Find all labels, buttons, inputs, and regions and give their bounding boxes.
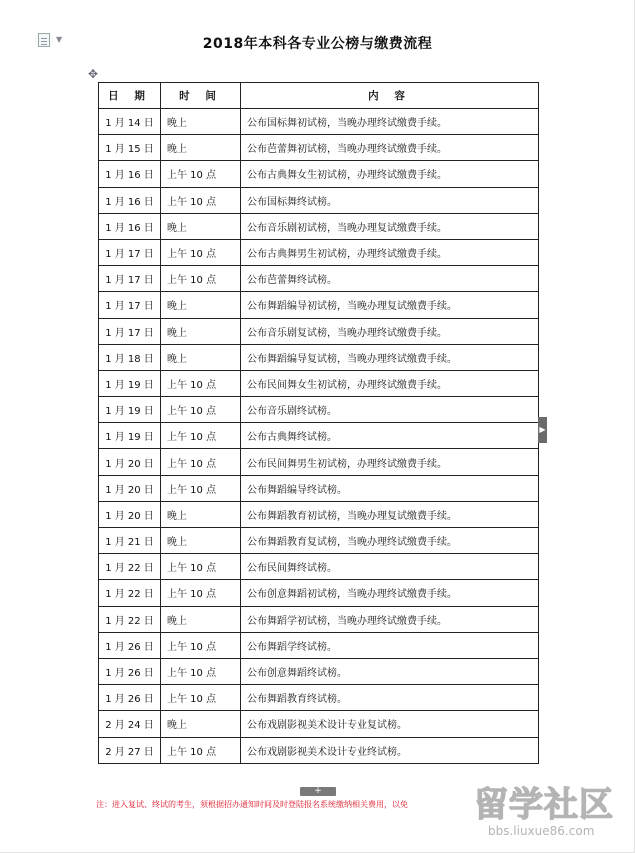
row-content: 公布古典舞男生初试榜，办理终试缴费手续。: [241, 239, 539, 265]
row-date: 1 月 18 日: [99, 344, 161, 370]
row-date: 1 月 17 日: [99, 318, 161, 344]
table-row: [99, 711, 539, 737]
row-content: 公布芭蕾舞终试榜。: [241, 266, 539, 292]
table-row: [99, 685, 539, 711]
table-row: [99, 528, 539, 554]
row-content: 公布舞蹈学终试榜。: [241, 632, 539, 658]
row-date: 1 月 17 日: [99, 239, 161, 265]
table-row: [99, 606, 539, 632]
row-time: 晚上: [161, 135, 241, 161]
row-date: 1 月 17 日: [99, 292, 161, 318]
row-date: 1 月 17 日: [99, 266, 161, 292]
row-content: 公布古典舞女生初试榜，办理终试缴费手续。: [241, 161, 539, 187]
row-date: 2 月 24 日: [99, 711, 161, 737]
table-row: [99, 632, 539, 658]
row-content: 公布创意舞蹈终试榜。: [241, 658, 539, 684]
table-row: [99, 423, 539, 449]
row-time: 上午 10 点: [161, 187, 241, 213]
row-date: 1 月 22 日: [99, 580, 161, 606]
row-date: 2 月 27 日: [99, 737, 161, 763]
row-content: 公布舞蹈编导终试榜。: [241, 475, 539, 501]
table-row: [99, 370, 539, 396]
row-content: 公布音乐剧终试榜。: [241, 397, 539, 423]
table-row: [99, 737, 539, 763]
row-content: 公布舞蹈编导初试榜，当晚办理复试缴费手续。: [241, 292, 539, 318]
table-row: [99, 658, 539, 684]
row-content: 公布舞蹈教育复试榜，当晚办理终试缴费手续。: [241, 528, 539, 554]
row-time: 晚上: [161, 213, 241, 239]
table-row: [99, 449, 539, 475]
row-time: 上午 10 点: [161, 161, 241, 187]
table-row: [99, 239, 539, 265]
row-date: 1 月 15 日: [99, 135, 161, 161]
row-content: 公布民间舞男生初试榜，办理终试缴费手续。: [241, 449, 539, 475]
row-content: 公布戏剧影视美术设计专业终试榜。: [241, 737, 539, 763]
table-row: [99, 161, 539, 187]
row-content: 公布国标舞终试榜。: [241, 187, 539, 213]
table-header-row: [99, 83, 539, 109]
chevron-down-icon[interactable]: ▼: [56, 35, 63, 44]
row-date: 1 月 19 日: [99, 370, 161, 396]
row-time: 上午 10 点: [161, 266, 241, 292]
row-content: 公布舞蹈教育初试榜，当晚办理复试缴费手续。: [241, 501, 539, 527]
add-row-icon[interactable]: +: [300, 787, 336, 796]
table-row: [99, 475, 539, 501]
table-row: [99, 213, 539, 239]
row-content: 公布古典舞终试榜。: [241, 423, 539, 449]
expand-icon[interactable]: ▶: [538, 417, 547, 443]
row-content: 公布创意舞蹈初试榜，当晚办理终试缴费手续。: [241, 580, 539, 606]
page-title: 2018年本科各专业公榜与缴费流程: [202, 36, 433, 52]
row-content: 公布舞蹈教育终试榜。: [241, 685, 539, 711]
row-time: 上午 10 点: [161, 580, 241, 606]
row-time: 上午 10 点: [161, 370, 241, 396]
table-row: [99, 292, 539, 318]
header-content: 内 容: [241, 83, 539, 109]
row-content: 公布舞蹈编导复试榜，当晚办理终试缴费手续。: [241, 344, 539, 370]
row-time: 上午 10 点: [161, 554, 241, 580]
row-date: 1 月 20 日: [99, 449, 161, 475]
move-handle-icon[interactable]: ✥: [88, 67, 99, 81]
row-time: 晚上: [161, 318, 241, 344]
table-row: [99, 501, 539, 527]
table-row: [99, 187, 539, 213]
row-time: 晚上: [161, 606, 241, 632]
table-row: [99, 318, 539, 344]
table-row: [99, 580, 539, 606]
row-date: 1 月 21 日: [99, 528, 161, 554]
watermark-url: bbs.liuxue86.com: [488, 824, 595, 838]
row-time: 晚上: [161, 292, 241, 318]
row-content: 公布国标舞初试榜，当晚办理终试缴费手续。: [241, 109, 539, 135]
schedule-table: [98, 82, 539, 764]
row-content: 公布民间舞女生初试榜，办理终试缴费手续。: [241, 370, 539, 396]
row-date: 1 月 14 日: [99, 109, 161, 135]
row-date: 1 月 26 日: [99, 632, 161, 658]
table-row: [99, 554, 539, 580]
row-date: 1 月 19 日: [99, 397, 161, 423]
footnote: 注：进入复试、终试的考生，须根据招办通知时间及时登陆报名系统缴纳相关费用，以免: [96, 800, 408, 809]
row-time: 晚上: [161, 109, 241, 135]
row-date: 1 月 22 日: [99, 606, 161, 632]
row-content: 公布芭蕾舞初试榜，当晚办理终试缴费手续。: [241, 135, 539, 161]
row-time: 晚上: [161, 711, 241, 737]
row-time: 上午 10 点: [161, 239, 241, 265]
table-row: [99, 266, 539, 292]
row-content: 公布音乐剧复试榜，当晚办理终试缴费手续。: [241, 318, 539, 344]
table-row: [99, 397, 539, 423]
header-date: 日 期: [99, 83, 161, 109]
row-date: 1 月 16 日: [99, 213, 161, 239]
row-date: 1 月 20 日: [99, 475, 161, 501]
watermark-logo-text: 留学社区: [474, 785, 614, 825]
row-content: 公布舞蹈学初试榜，当晚办理终试缴费手续。: [241, 606, 539, 632]
row-time: 晚上: [161, 501, 241, 527]
row-time: 上午 10 点: [161, 685, 241, 711]
row-time: 上午 10 点: [161, 475, 241, 501]
watermark: [474, 786, 634, 848]
header-time: 时 间: [161, 83, 241, 109]
row-time: 上午 10 点: [161, 737, 241, 763]
table-row: [99, 109, 539, 135]
row-date: 1 月 16 日: [99, 161, 161, 187]
table-row: [99, 135, 539, 161]
row-time: 上午 10 点: [161, 632, 241, 658]
row-date: 1 月 19 日: [99, 423, 161, 449]
row-date: 1 月 26 日: [99, 685, 161, 711]
row-time: 上午 10 点: [161, 658, 241, 684]
row-date: 1 月 16 日: [99, 187, 161, 213]
row-content: 公布戏剧影视美术设计专业复试榜。: [241, 711, 539, 737]
row-time: 上午 10 点: [161, 397, 241, 423]
row-time: 上午 10 点: [161, 449, 241, 475]
row-date: 1 月 22 日: [99, 554, 161, 580]
row-date: 1 月 20 日: [99, 501, 161, 527]
row-content: 公布音乐剧初试榜，当晚办理复试缴费手续。: [241, 213, 539, 239]
row-time: 上午 10 点: [161, 423, 241, 449]
row-content: 公布民间舞终试榜。: [241, 554, 539, 580]
row-time: 晚上: [161, 344, 241, 370]
table-row: [99, 344, 539, 370]
row-date: 1 月 26 日: [99, 658, 161, 684]
row-time: 晚上: [161, 528, 241, 554]
